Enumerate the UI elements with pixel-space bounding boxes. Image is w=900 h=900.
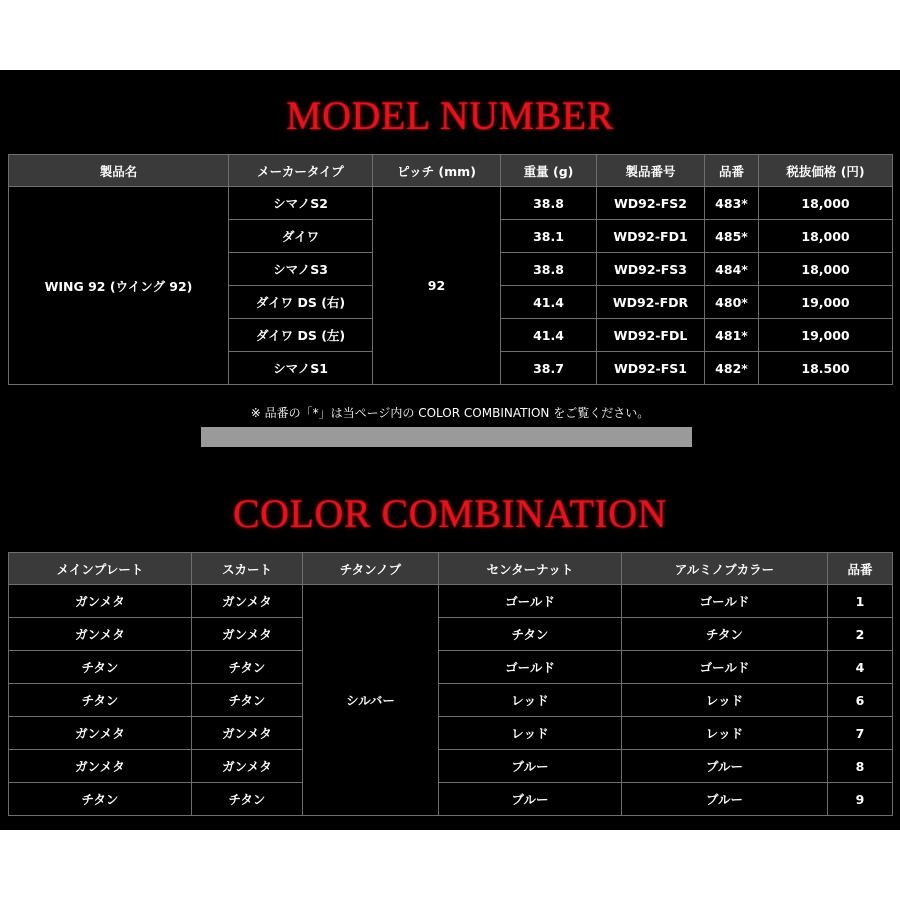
header-part-number: 品番 [828, 553, 893, 585]
part-number-cell: 7 [828, 717, 893, 750]
main-plate-cell: ガンメタ [9, 618, 192, 651]
price-cell: 19,000 [759, 319, 893, 352]
header-maker-type: メーカータイプ [229, 155, 373, 187]
table-row [9, 717, 893, 750]
maker-cell: シマノS2 [229, 187, 373, 220]
center-nut-cell: ブルー [439, 750, 622, 783]
price-cell: 18,000 [759, 253, 893, 286]
aluminum-knob-cell: レッド [622, 684, 828, 717]
maker-cell: ダイワ DS (右) [229, 286, 373, 319]
titanium-knob-cell: シルバー [303, 585, 439, 816]
weight-cell: 41.4 [501, 319, 597, 352]
main-plate-cell: ガンメタ [9, 585, 192, 618]
table-row [9, 651, 893, 684]
price-cell: 19,000 [759, 286, 893, 319]
maker-cell: シマノS3 [229, 253, 373, 286]
aluminum-knob-cell: ブルー [622, 750, 828, 783]
table-row [9, 684, 893, 717]
header-product-name: 製品名 [9, 155, 229, 187]
skirt-cell: チタン [192, 684, 303, 717]
part-number-cell: 6 [828, 684, 893, 717]
center-nut-cell: ゴールド [439, 585, 622, 618]
skirt-cell: ガンメタ [192, 585, 303, 618]
code-cell: WD92-FDR [597, 286, 705, 319]
gray-divider-bar [201, 427, 692, 447]
skirt-cell: チタン [192, 783, 303, 816]
model-number-table [8, 154, 893, 385]
aluminum-knob-cell: ゴールド [622, 651, 828, 684]
main-plate-cell: ガンメタ [9, 717, 192, 750]
weight-cell: 38.1 [501, 220, 597, 253]
center-nut-cell: レッド [439, 684, 622, 717]
weight-cell: 41.4 [501, 286, 597, 319]
center-nut-cell: チタン [439, 618, 622, 651]
main-plate-cell: ガンメタ [9, 750, 192, 783]
color-combination-table [8, 552, 893, 816]
table-row [9, 618, 893, 651]
header-center-nut: センターナット [439, 553, 622, 585]
table-row [9, 750, 893, 783]
header-weight: 重量 (g) [501, 155, 597, 187]
center-nut-cell: ブルー [439, 783, 622, 816]
part-number-cell: 9 [828, 783, 893, 816]
center-nut-cell: ゴールド [439, 651, 622, 684]
weight-cell: 38.8 [501, 253, 597, 286]
skirt-cell: ガンメタ [192, 717, 303, 750]
code-cell: WD92-FD1 [597, 220, 705, 253]
table-row [9, 783, 893, 816]
maker-cell: シマノS1 [229, 352, 373, 385]
aluminum-knob-cell: レッド [622, 717, 828, 750]
part-number-cell: 8 [828, 750, 893, 783]
price-cell: 18,000 [759, 220, 893, 253]
table-header-row [9, 155, 893, 187]
center-nut-cell: レッド [439, 717, 622, 750]
maker-cell: ダイワ [229, 220, 373, 253]
part-number-cell: 1 [828, 585, 893, 618]
header-skirt: スカート [192, 553, 303, 585]
main-plate-cell: チタン [9, 651, 192, 684]
part-cell: 484* [705, 253, 759, 286]
price-cell: 18,000 [759, 187, 893, 220]
aluminum-knob-cell: チタン [622, 618, 828, 651]
code-cell: WD92-FS3 [597, 253, 705, 286]
part-cell: 481* [705, 319, 759, 352]
pitch-cell: 92 [373, 187, 501, 385]
part-cell: 483* [705, 187, 759, 220]
header-product-code: 製品番号 [597, 155, 705, 187]
skirt-cell: チタン [192, 651, 303, 684]
product-name-cell: WING 92 (ウイング 92) [9, 187, 229, 385]
header-pitch: ピッチ (mm) [373, 155, 501, 187]
aluminum-knob-cell: ブルー [622, 783, 828, 816]
part-cell: 482* [705, 352, 759, 385]
table-row [9, 187, 893, 220]
weight-cell: 38.7 [501, 352, 597, 385]
weight-cell: 38.8 [501, 187, 597, 220]
part-number-note: ※ 品番の「*」は当ページ内の COLOR COMBINATION をご覧ください。 [250, 406, 650, 420]
maker-cell: ダイワ DS (左) [229, 319, 373, 352]
skirt-cell: ガンメタ [192, 618, 303, 651]
table-header-row [9, 553, 893, 585]
part-number-cell: 4 [828, 651, 893, 684]
skirt-cell: ガンメタ [192, 750, 303, 783]
color-combination-title: COLOR COMBINATION [232, 491, 668, 536]
content-panel [0, 70, 900, 830]
header-main-plate: メインプレート [9, 553, 192, 585]
header-price: 税抜価格 (円) [759, 155, 893, 187]
header-aluminum-knob-color: アルミノブカラー [622, 553, 828, 585]
main-plate-cell: チタン [9, 684, 192, 717]
part-cell: 480* [705, 286, 759, 319]
aluminum-knob-cell: ゴールド [622, 585, 828, 618]
code-cell: WD92-FS2 [597, 187, 705, 220]
model-number-title: MODEL NUMBER [286, 93, 614, 138]
part-number-cell: 2 [828, 618, 893, 651]
main-plate-cell: チタン [9, 783, 192, 816]
part-cell: 485* [705, 220, 759, 253]
header-part-number: 品番 [705, 155, 759, 187]
table-row [9, 585, 893, 618]
code-cell: WD92-FDL [597, 319, 705, 352]
header-titanium-knob: チタンノブ [303, 553, 439, 585]
price-cell: 18.500 [759, 352, 893, 385]
code-cell: WD92-FS1 [597, 352, 705, 385]
